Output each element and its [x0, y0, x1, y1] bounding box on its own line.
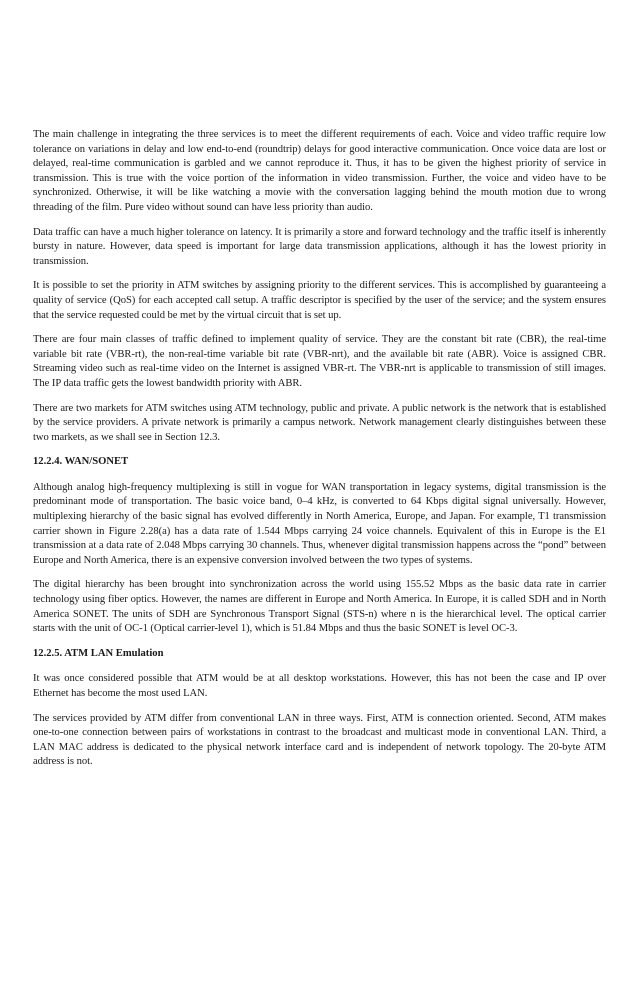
paragraph-service-integration: The main challenge in integrating the three services is to meet the different requirements of each. Voice and video traffic require low tolerance on variations in delay and low end-to-end (roundtrip) delays for good interactive communication. Once voice data are lost or delayed, real-time communication is garbled and we cannot reproduce it. Thus, it has to be given the highest priority of service in transmission. This is true with the voice portion of the information in video transmission. Further, the voice and video have to be synchronized. Otherwise, it will be like watching a movie with the conversation lagging behind the mouth motion due to wrong threading of the film. Pure video without sound can have less priority than audio.: [33, 129, 606, 213]
paragraph-atm-vs-lan: The services provided by ATM differ from conventional LAN in three ways. First, ATM is connection oriented. Second, ATM makes one-to-one connection between pairs of workstations in contrast to the broadcast and multicast mode in conventional LAN. Third, a LAN MAC address is dedicated to the physical network interface card and is independent of network topology. The 20-byte ATM address is not.: [33, 712, 606, 768]
paragraph-traffic-classes: There are four main classes of traffic defined to implement quality of service. They are the constant bit rate (CBR), the real-time variable bit rate (VBR-rt), the non-real-time variable bit rate (VBR-nrt), and the available bit rate (ABR). Voice is assigned CBR. Streaming video such as real-time video on the Internet is assigned VBR-rt. The VBR-nrt is applicable to transmission of still images. The IP data traffic gets the lowest bandwidth priority with ABR.: [33, 334, 606, 389]
paragraph-atm-markets: There are two markets for ATM switches using ATM technology, public and private. A public network is the network that is established by the service providers. A private network is primarily a campus network. Network management clearly distinguishes between these two markets, as we shall see in Section 12.3.: [33, 402, 606, 443]
paragraph-sonet-hierarchy: The digital hierarchy has been brought into synchronization across the world using 155.52 Mbps as the basic data rate in carrier technology using fiber optics. However, the names are different in Europe and North America. In Europe, it is called SDH and in North America SONET. The units of SDH are Synchronous Transport Signal (STS-n) where n is the hierarchical level. The optical carrier starts with the unit of OC-1 (Optical carrier-level 1), which is 51.84 Mbps and thus the basic SONET is level OC-3.: [33, 579, 606, 635]
paragraph-atm-desktop: It was once considered possible that ATM would be at all desktop workstations. However, this has not been the case and IP over Ethernet has become the most used LAN.: [33, 673, 606, 699]
section-heading-wan-sonet: 12.2.4. WAN/SONET: [33, 456, 129, 468]
section-heading-atm-lan-emulation: 12.2.5. ATM LAN Emulation: [33, 647, 164, 659]
paragraph-atm-priority: It is possible to set the priority in ATM switches by assigning priority to the different services. This is accomplished by guaranteeing a quality of service (QoS) for each accepted call setup. A traffic descriptor is specified by the user of the service; and the system ensures that the service requested could be met by the virtual circuit that is set up.: [33, 280, 606, 321]
document-page: [33, 128, 606, 780]
paragraph-wan-multiplexing: Although analog high-frequency multiplexing is still in vogue for WAN transportation in legacy systems, digital transmission is the predominant mode of transportation. The basic voice band, 0–4 kHz, is converted to 64 Kbps digital signal universally. However, multiplexing hierarchy of the basic signal has evolved differently in North America, Europe, and Japan. For example, T1 transmission carrier shown in Figure 2.28(a) has a data rate of 1.544 Mbps carrying 24 voice channels. Equivalent of this in Europe is the E1 transmission at a data rate of 2.048 Mbps carrying 30 channels. Thus, whenever digital transmission happens across the “pond” between Europe and North America, there is an expensive conversion involved between the two types of systems.: [33, 481, 606, 566]
paragraph-data-traffic: Data traffic can have a much higher tolerance on latency. It is primarily a store and forward technology and the traffic itself is inherently bursty in nature. However, data speed is important for large data transmission applications, although it has the lowest priority in transmission.: [33, 226, 606, 267]
